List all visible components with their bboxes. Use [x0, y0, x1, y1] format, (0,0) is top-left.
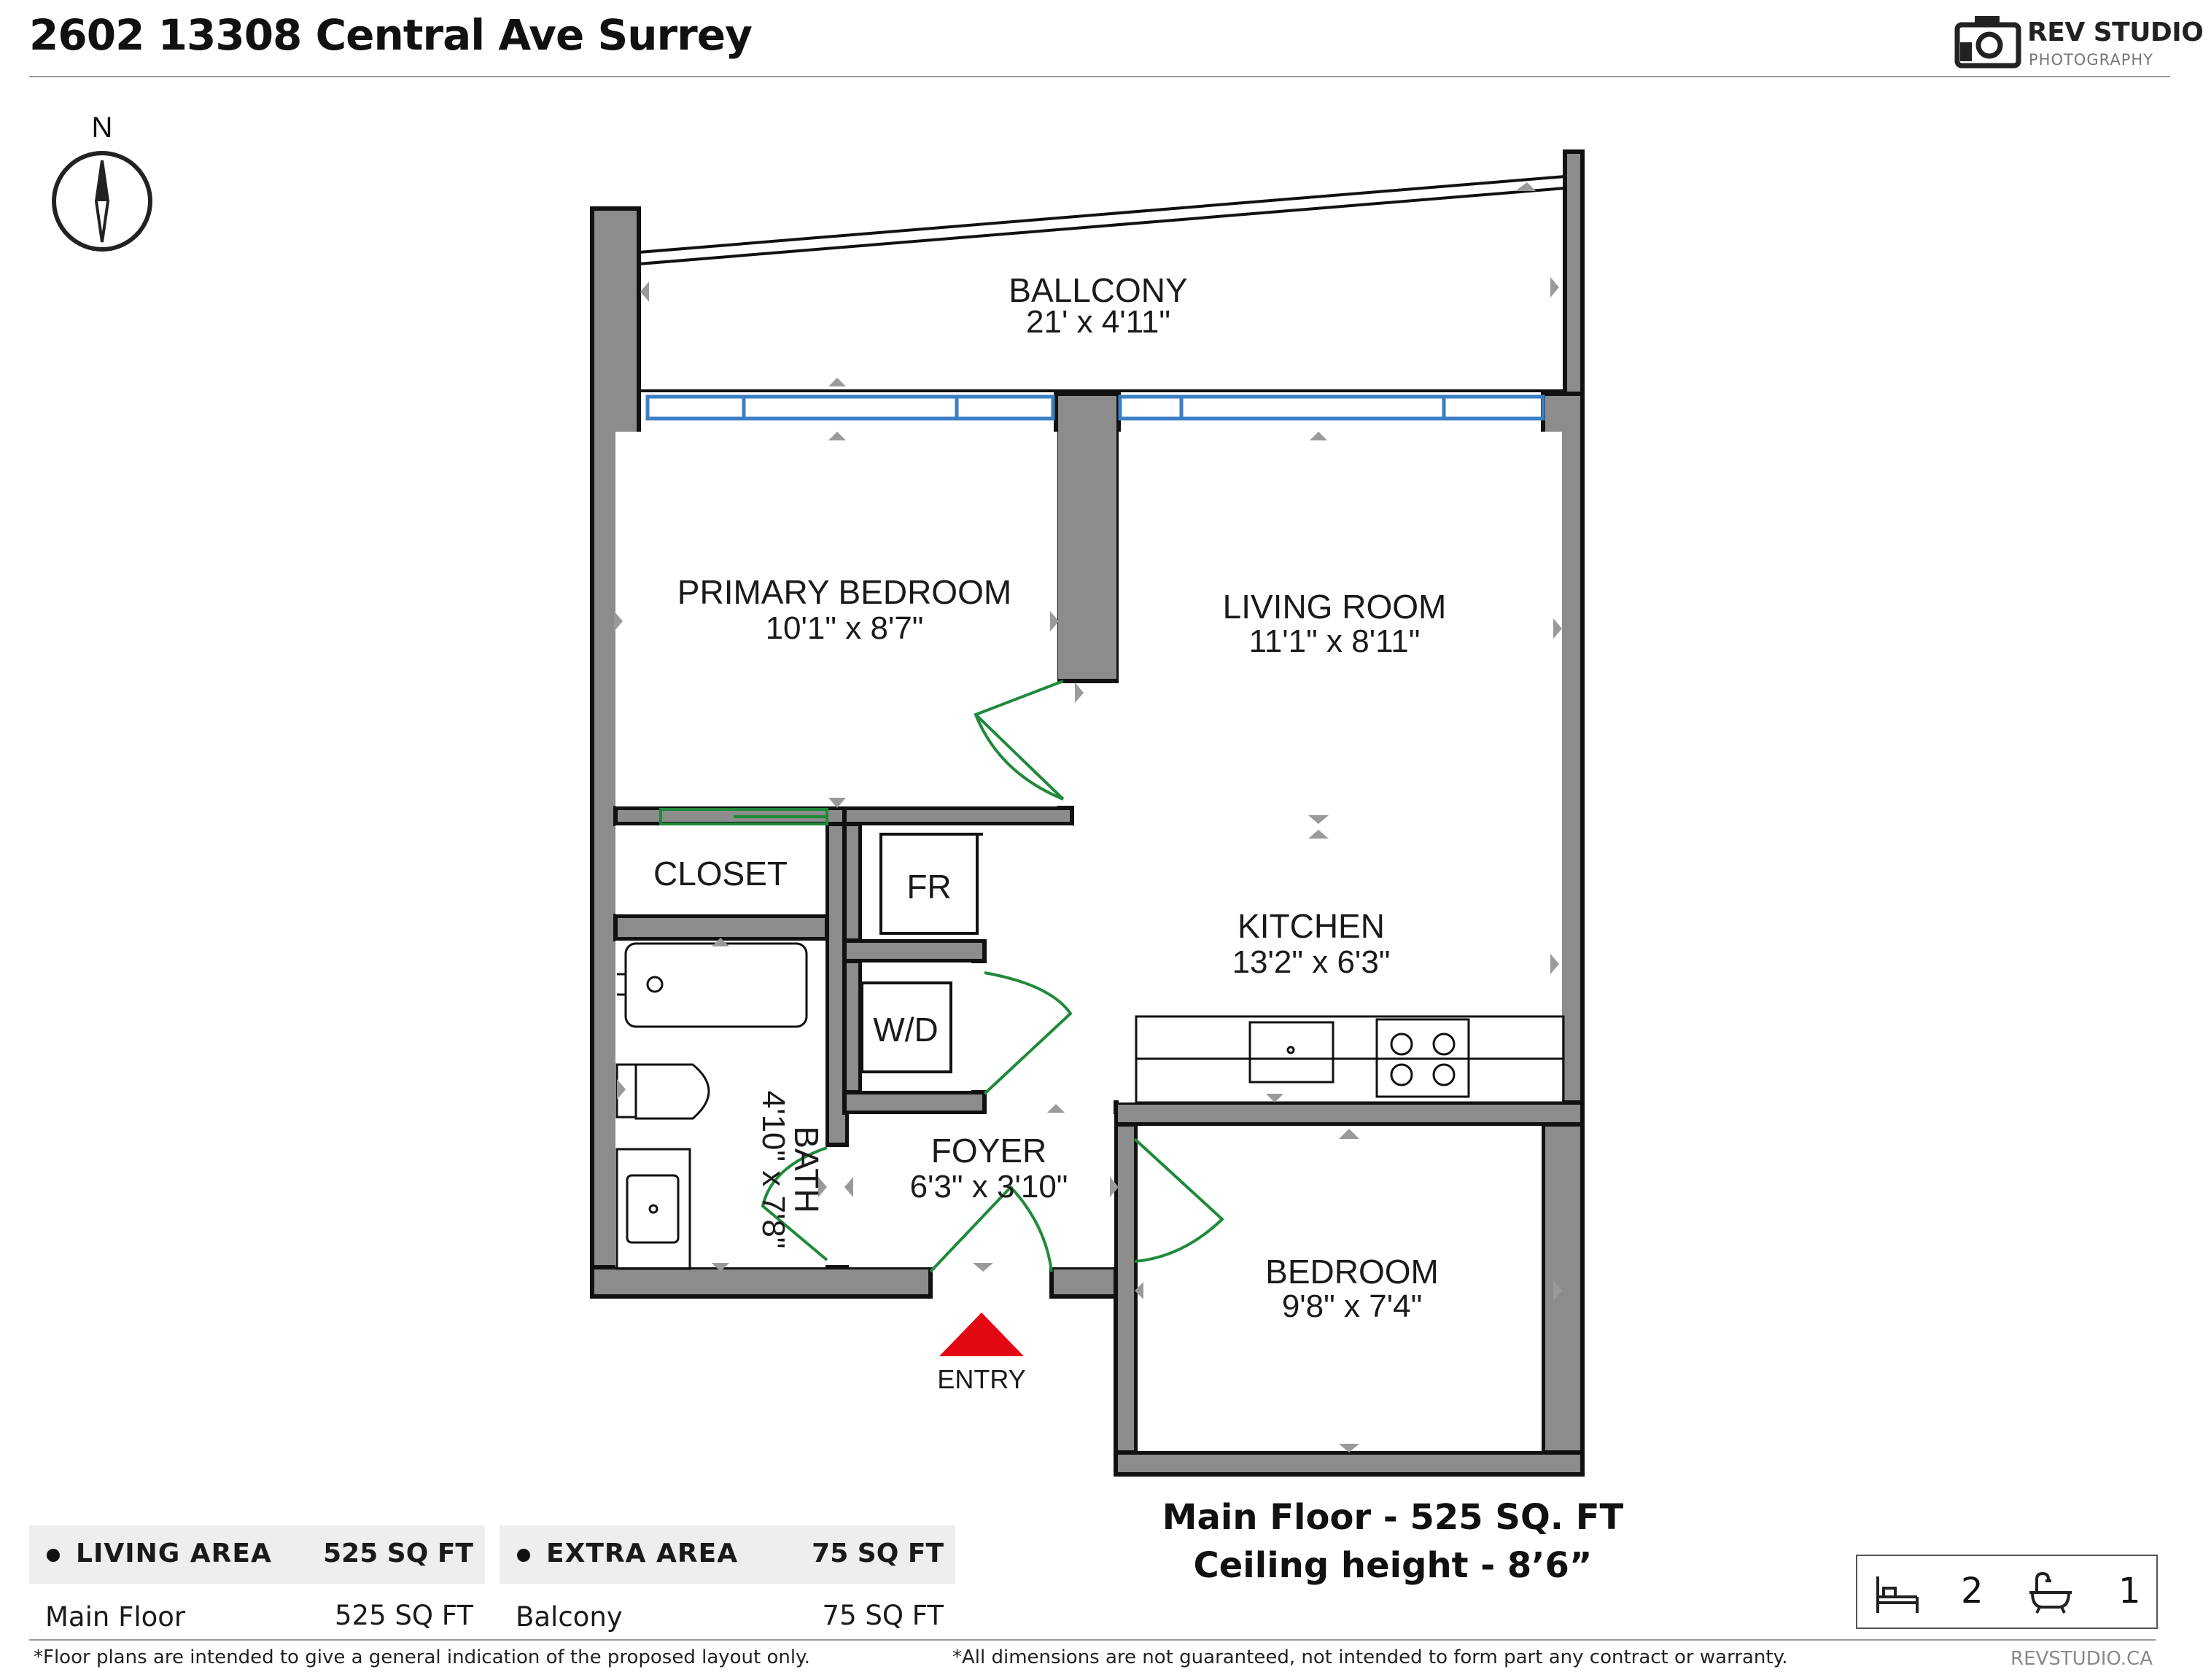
closet-name: CLOSET: [653, 855, 788, 892]
living-area-row: [29, 1584, 485, 1642]
primary-bedroom-name: PRIMARY BEDROOM: [677, 573, 1012, 611]
wall-bedroom-north: [1116, 1102, 1582, 1124]
extra-area-label: EXTRA AREA: [546, 1539, 739, 1568]
footer-divider: [29, 1639, 2156, 1641]
extra-area-row-value: 75 SQ FT: [822, 1600, 944, 1631]
wall-utility-sep: [844, 941, 984, 961]
extra-area-row: [500, 1584, 955, 1642]
extra-area-header: [500, 1525, 955, 1584]
bath-dim: 4'10" x 7'8": [755, 1090, 791, 1249]
bathtub-icon: [2027, 1571, 2075, 1614]
extra-area-total: 75 SQ FT: [812, 1539, 944, 1568]
compass-north-label: N: [91, 112, 113, 144]
footer-disclaimer-dimensions: *All dimensions are not guaranteed, not intended to form part any contract or warranty.: [952, 1646, 1788, 1668]
bathroom-count: 1: [2118, 1571, 2141, 1611]
wall-bedroom-south: [1116, 1452, 1582, 1474]
wall-fr-top: [844, 808, 1072, 824]
wall-closet-bottom: [615, 916, 827, 939]
washer-dryer-name: W/D: [873, 1011, 939, 1049]
foyer-name: FOYER: [930, 1132, 1047, 1170]
floor-summary-ceiling: Ceiling height - 8’6”: [1193, 1545, 1593, 1586]
bullet-icon: [47, 1549, 60, 1562]
floor-summary: [1138, 1493, 1648, 1590]
extra-area-row-label: Balcony: [516, 1601, 623, 1633]
living-area-label: LIVING AREA: [76, 1539, 272, 1568]
floor-summary-area: Main Floor - 525 SQ. FT: [1162, 1497, 1624, 1538]
extra-area-table: [500, 1525, 955, 1642]
bedroom-dim: 9'8" x 7'4": [1281, 1288, 1423, 1324]
entry-label: ENTRY: [937, 1364, 1026, 1394]
primary-bedroom-dim: 10'1" x 8'7": [765, 610, 924, 646]
wall-utility-bottom: [844, 1092, 984, 1113]
footer-website: REVSTUDIO.CA: [2010, 1648, 2153, 1670]
wall-mid-column: [1056, 394, 1119, 681]
room-counts: [1856, 1555, 2158, 1629]
balcony-name: BALLCONY: [1009, 271, 1188, 309]
living-room-dim: 11'1" x 8'11": [1248, 623, 1421, 659]
fridge-name: FR: [906, 868, 952, 906]
bed-icon: [1873, 1571, 1922, 1614]
bedroom-count: 2: [1961, 1571, 1984, 1611]
living-area-header: [29, 1525, 485, 1584]
foyer-dim: 6'3" x 3'10": [909, 1169, 1068, 1205]
brand-name: REV STUDIO: [2027, 18, 2203, 47]
balcony-dim: 21' x 4'11": [1026, 304, 1170, 340]
footer-disclaimer-layout: *Floor plans are intended to give a general indication of the proposed layout only.: [34, 1646, 811, 1668]
living-area-row-value: 525 SQ FT: [335, 1600, 473, 1631]
bath-name: BATH: [788, 1126, 825, 1213]
bedroom-name: BEDROOM: [1265, 1253, 1439, 1291]
kitchen-dim: 13'2" x 6'3": [1232, 944, 1391, 980]
living-area-total: 525 SQ FT: [323, 1539, 473, 1568]
wall-south-west: [592, 1267, 930, 1296]
living-room-name: LIVING ROOM: [1222, 588, 1447, 626]
entry-arrow-icon: [939, 1312, 1024, 1356]
page-title: 2602 13308 Central Ave Surrey: [29, 10, 752, 60]
living-area-row-label: Main Floor: [45, 1601, 186, 1633]
living-area-table: [29, 1525, 485, 1642]
kitchen-name: KITCHEN: [1238, 907, 1385, 945]
wall-bedroom-west: [1116, 1102, 1136, 1474]
bullet-icon: [517, 1549, 530, 1562]
brand-tagline: PHOTOGRAPHY: [2029, 51, 2154, 69]
